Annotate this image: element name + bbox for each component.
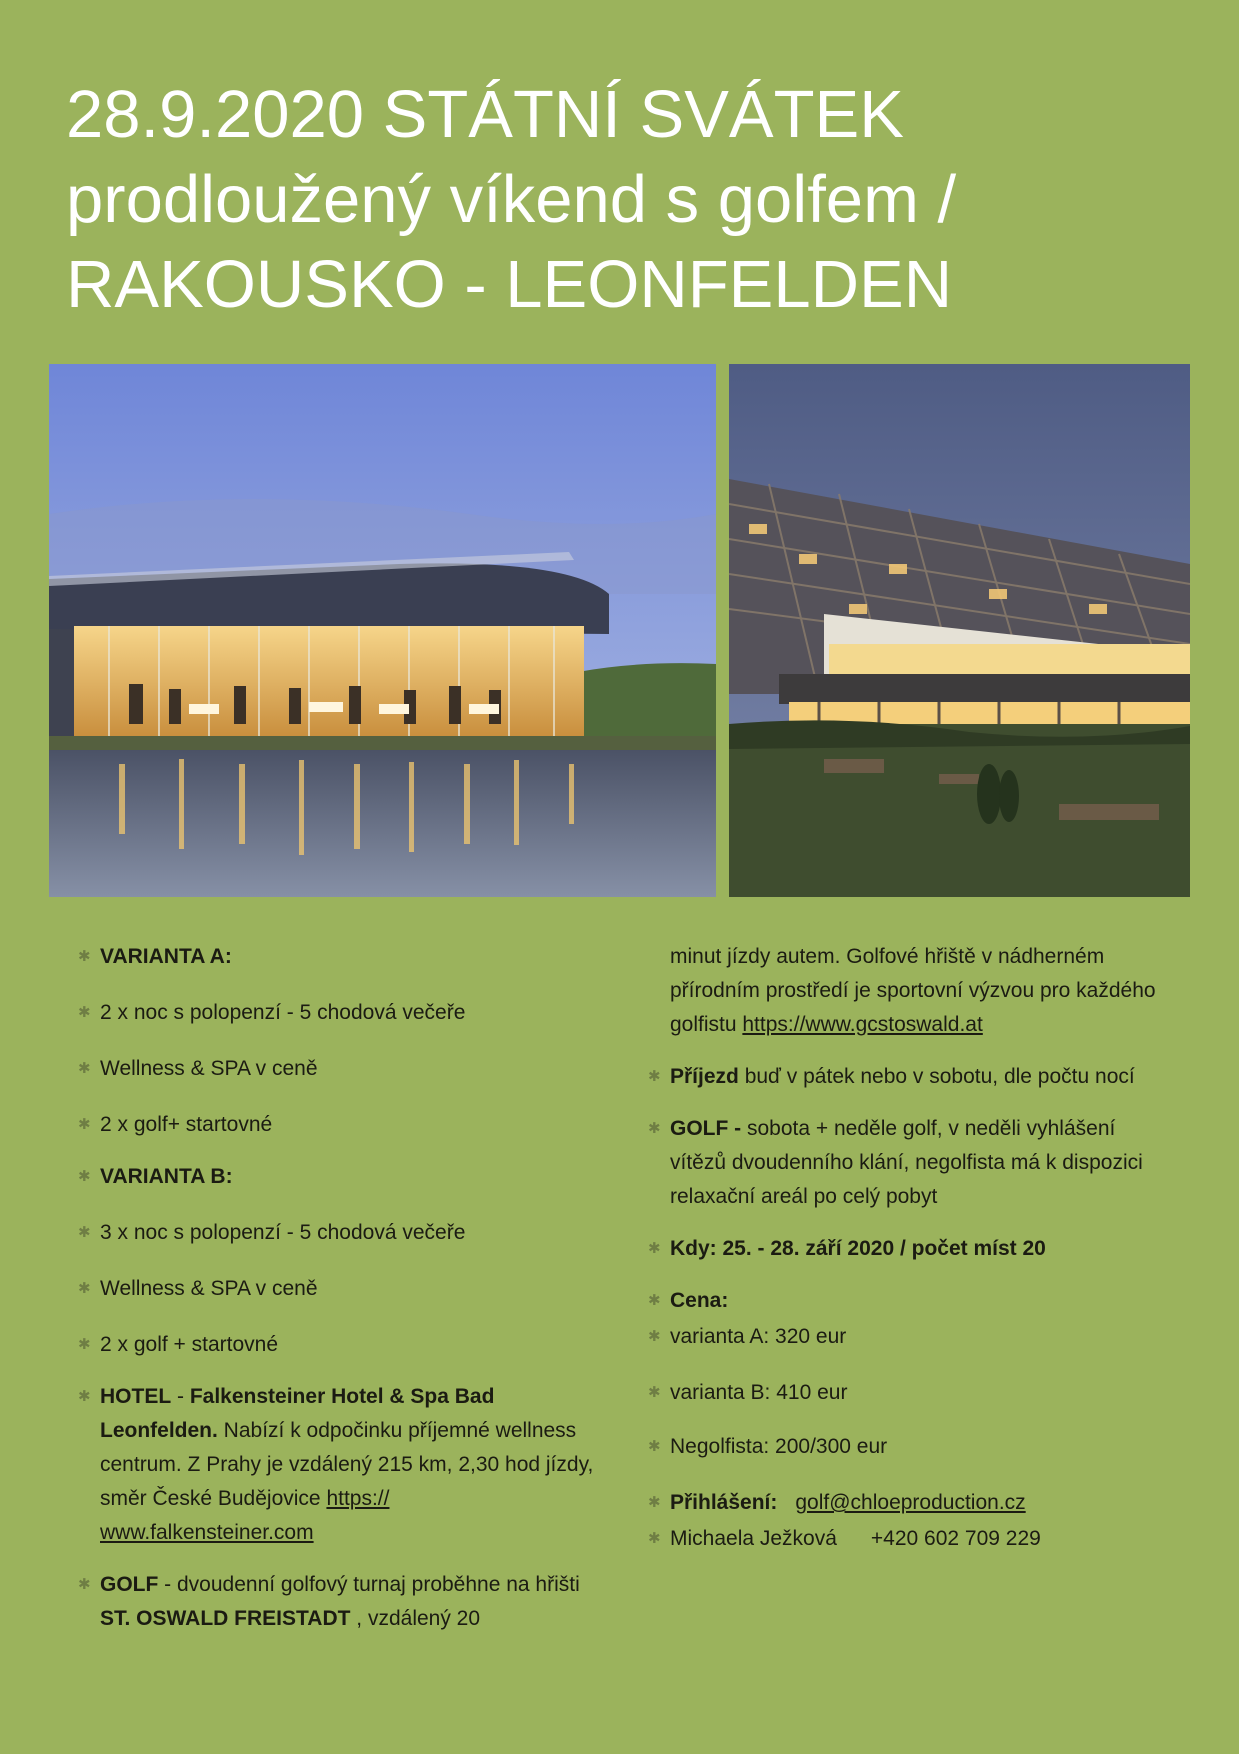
title-line-2: prodloužený víkend s golfem / bbox=[66, 162, 957, 237]
bullet-star-icon: ✱ bbox=[648, 1328, 661, 1345]
bullet-star-icon: ✱ bbox=[648, 1240, 661, 1257]
contact-item bbox=[648, 1522, 1168, 1556]
bullet-star-icon: ✱ bbox=[648, 1384, 661, 1401]
registration-item: ✱ Přihlášení: golf@chloeproduction.cz bbox=[648, 1486, 1168, 1520]
bullet-star-icon: ✱ bbox=[648, 1068, 661, 1085]
list-item: ✱ Wellness & SPA v ceně bbox=[78, 1052, 598, 1086]
bullet-star-icon: ✱ bbox=[78, 1388, 91, 1405]
list-item: ✱ 2 x noc s polopenzí - 5 chodová večeře bbox=[78, 996, 598, 1030]
bullet-star-icon: ✱ bbox=[648, 1120, 661, 1137]
registration-email-link[interactable]: golf@chloeproduction.cz bbox=[795, 1491, 1026, 1514]
bullet-star-icon: ✱ bbox=[648, 1438, 661, 1455]
list-item: ✱ Wellness & SPA v ceně bbox=[78, 1272, 598, 1306]
variant-a-heading: VARIANTA A: bbox=[100, 945, 232, 968]
bullet-star-icon: ✱ bbox=[78, 1336, 91, 1353]
when-item: ✱ Kdy: 25. - 28. září 2020 / počet míst 20 bbox=[648, 1232, 1168, 1266]
bullet-star-icon: ✱ bbox=[78, 1116, 91, 1133]
price-item: ✱ varianta B: 410 eur bbox=[648, 1376, 1168, 1410]
bullet-star-icon: ✱ bbox=[78, 1168, 91, 1185]
golf-course-link[interactable]: https://www.gcstoswald.at bbox=[742, 1013, 983, 1036]
bullet-star-icon: ✱ bbox=[78, 1280, 91, 1297]
contact-name: Michaela Ježková bbox=[670, 1527, 837, 1550]
left-column bbox=[78, 940, 598, 1636]
arrival-item: ✱ Příjezd buď v pátek nebo v sobotu, dle počtu nocí bbox=[648, 1060, 1168, 1094]
list-item: ✱ 3 x noc s polopenzí - 5 chodová večeře bbox=[78, 1216, 598, 1250]
bullet-star-icon: ✱ bbox=[648, 1292, 661, 1309]
hotel-item: ✱ HOTEL - Falkensteiner Hotel & Spa Bad Leonfelden. Nabízí k odpočinku příjemné wellness centrum. Z Prahy je vzdálený 215 km, 2,30 hod jízdy, směr České Budějovice https:// www.falkensteiner.com bbox=[78, 1380, 598, 1550]
list-item bbox=[78, 940, 598, 974]
page-title bbox=[66, 72, 1186, 327]
list-item: ✱ 2 x golf+ startovné bbox=[78, 1108, 598, 1142]
bullet-star-icon: ✱ bbox=[78, 1060, 91, 1077]
bullet-star-icon: ✱ bbox=[648, 1494, 661, 1511]
list-item: ✱ 2 x golf + startovné bbox=[78, 1328, 598, 1362]
title-line-1: 28.9.2020 STÁTNÍ SVÁTEK bbox=[66, 77, 904, 152]
right-column bbox=[648, 940, 1168, 1556]
price-item: ✱ Negolfista: 200/300 eur bbox=[648, 1430, 1168, 1464]
bullet-star-icon: ✱ bbox=[78, 948, 91, 965]
contact-phone: +420 602 709 229 bbox=[870, 1527, 1041, 1550]
hotel-photo bbox=[729, 364, 1190, 897]
bullet-star-icon: ✱ bbox=[78, 1224, 91, 1241]
golf-item: ✱ GOLF - dvoudenní golfový turnaj proběhne na hřišti ST. OSWALD FREISTADT , vzdálený 20 bbox=[78, 1568, 598, 1636]
golf-continued: minut jízdy autem. Golfové hřiště v nádherném přírodním prostředí je sportovní výzvou pro každého golfistu https://www.gcstoswald.at bbox=[670, 945, 1156, 1036]
clubhouse-photo bbox=[49, 364, 716, 897]
bullet-star-icon: ✱ bbox=[78, 1004, 91, 1021]
bullet-star-icon: ✱ bbox=[78, 1576, 91, 1593]
price-item: ✱ varianta A: 320 eur bbox=[648, 1320, 1168, 1354]
list-item bbox=[78, 1160, 598, 1194]
hotel-link[interactable]: https:// www.falkensteiner.com bbox=[100, 1487, 390, 1544]
variant-b-heading: VARIANTA B: bbox=[100, 1165, 233, 1188]
golf-schedule-item: ✱ GOLF - sobota + neděle golf, v neděli vyhlášení vítězů dvoudenního klání, negolfista má k dispozici relaxační areál po celý pobyt bbox=[648, 1112, 1168, 1214]
title-line-3: RAKOUSKO - LEONFELDEN bbox=[66, 247, 953, 322]
bullet-star-icon: ✱ bbox=[648, 1530, 661, 1547]
price-heading: ✱ Cena: bbox=[648, 1284, 1168, 1318]
